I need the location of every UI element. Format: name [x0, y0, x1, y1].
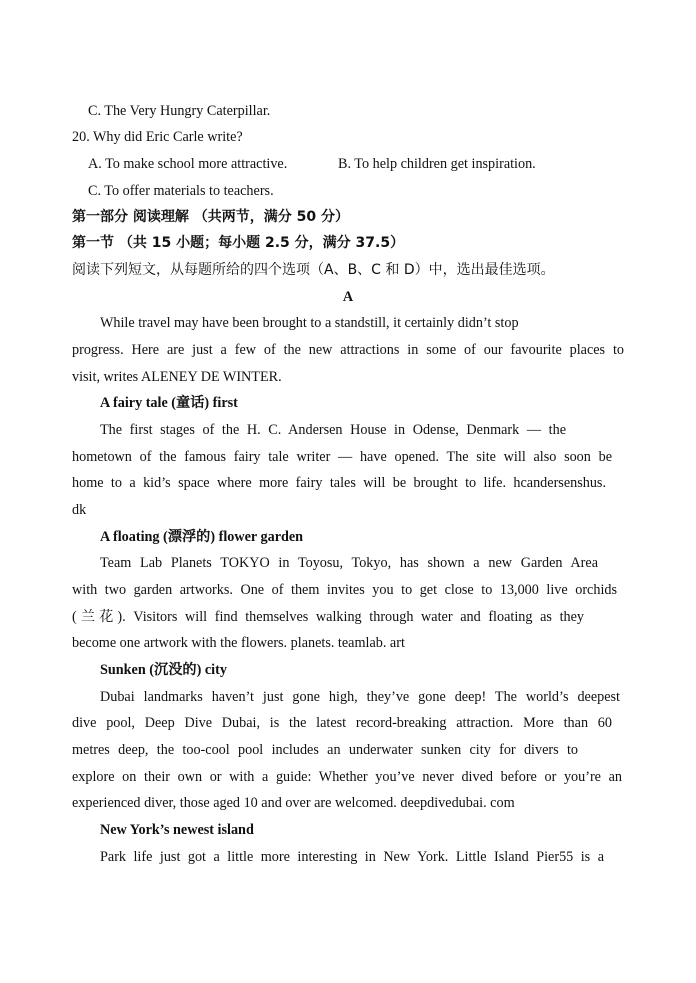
question-20-options-ab [88, 154, 648, 174]
question-20-option-a: A. To make school more attractive. [88, 156, 288, 172]
question-20-option-c: C. To offer materials to teachers. [88, 183, 274, 199]
p1-line-2: hometown of the famous fairy tale writer — have opened. The site will also soon be [72, 449, 612, 465]
p2-line-4: become one artwork with the flowers. planets. teamlab. art [72, 635, 405, 651]
sub-title: 第一节 （共 15 小题；每小题 2.5 分，满分 37.5） [72, 235, 405, 251]
p2-line-2: with two garden artworks. One of them invites you to get close to 13,000 live orchids [72, 582, 617, 598]
intro-line-1: While travel may have been brought to a standstill, it certainly didn’t stop [100, 315, 519, 331]
intro-line-2: progress. Here are just a few of the new attractions in some of our favourite places to [72, 342, 624, 358]
p4-line-1: Park life just got a little more interesting in New York. Little Island Pier55 is a [100, 849, 604, 865]
question-20: 20. Why did Eric Carle write? [72, 129, 243, 145]
p2-line-1: Team Lab Planets TOKYO in Toyosu, Tokyo, has shown a new Garden Area [100, 555, 598, 571]
p1-line-4: dk [72, 502, 87, 518]
p3-line-1: Dubai landmarks haven’t just gone high, they’ve gone deep! The world’s deepest [100, 689, 620, 705]
part-title: 第一部分 阅读理解 （共两节，满分 50 分） [72, 209, 349, 225]
p3-line-4: explore on their own or with a guide: Whether you’ve never dived before or you’re an [72, 769, 622, 785]
intro-line-3: visit, writes ALENEY DE WINTER. [72, 369, 282, 385]
heading-new-york-island: New York’s newest island [100, 822, 254, 838]
option-c-previous: C. The Very Hungry Caterpillar. [88, 103, 271, 119]
p3-line-5: experienced diver, those aged 10 and over are welcomed. deepdivedubai. com [72, 795, 515, 811]
p1-line-3: home to a kid’s space where more fairy tales will be brought to life. hcandersenshus. [72, 475, 606, 491]
question-20-option-b: B. To help children get inspiration. [338, 156, 536, 172]
passage-label: A [342, 289, 354, 305]
instruction: 阅读下列短文，从每题所给的四个选项（A、B、C 和 D）中，选出最佳选项。 [72, 262, 555, 278]
p3-line-3: metres deep, the too-cool pool includes an underwater sunken city for divers to [72, 742, 578, 758]
heading-fairy-tale: A fairy tale (童话) first [100, 395, 238, 411]
p1-line-1: The first stages of the H. C. Andersen House in Odense, Denmark — the [100, 422, 566, 438]
heading-sunken-city: Sunken (沉没的) city [100, 662, 227, 678]
p2-line-3: (兰花). Visitors will find themselves walking through water and floating as they [72, 609, 584, 625]
heading-floating-garden: A floating (漂浮的) flower garden [100, 529, 304, 545]
p3-line-2: dive pool, Deep Dive Dubai, is the latest record-breaking attraction. More than 60 [72, 715, 612, 731]
